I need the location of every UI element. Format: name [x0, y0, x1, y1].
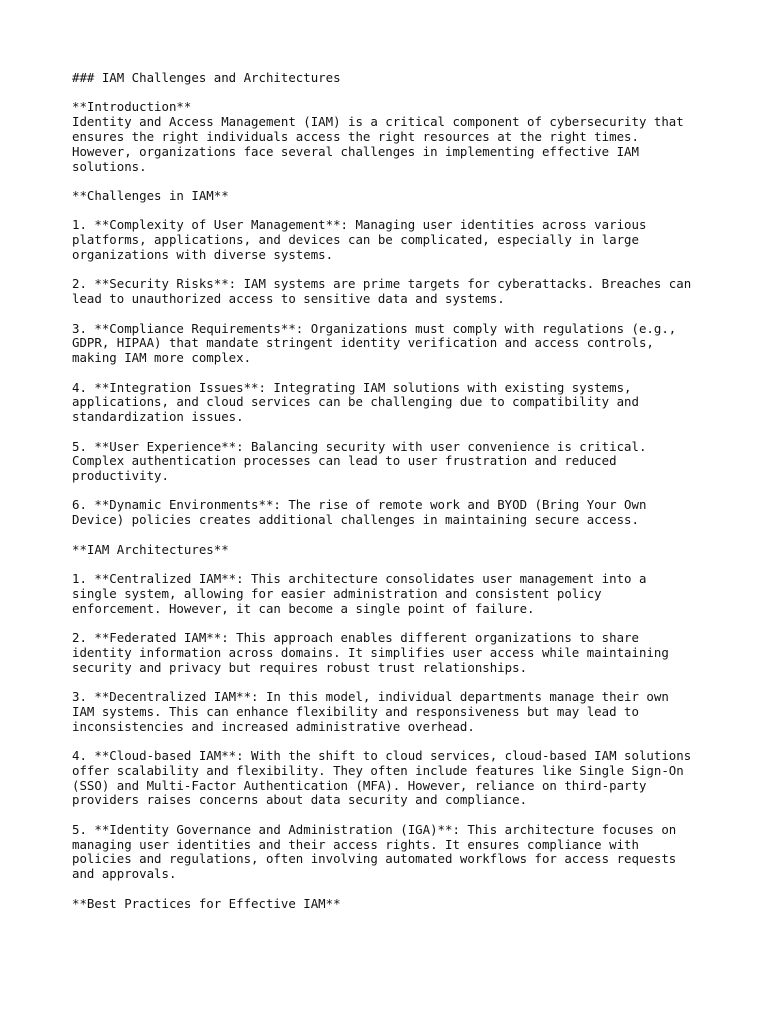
text-line: 3. **Decentralized IAM**: In this model, individual departments manage their own [72, 689, 669, 705]
paragraph-gap [72, 734, 712, 749]
text-line: 2. **Security Risks**: IAM systems are prime targets for cyberattacks. Breaches can [72, 276, 692, 292]
text-line: and approvals. [72, 866, 177, 882]
architectures-heading [72, 543, 712, 558]
text-line: identity information across domains. It simplifies user access while maintaining [72, 644, 669, 660]
text-line: **Best Practices for Effective IAM** [72, 895, 341, 911]
paragraph-gap [72, 675, 712, 690]
text-line: single system, allowing for easier administration and consistent policy [72, 585, 602, 601]
introduction-section [72, 100, 712, 174]
text-line: **Challenges in IAM** [72, 187, 229, 203]
paragraph-gap [72, 882, 712, 897]
text-line: applications, and cloud services can be challenging due to compatibility and [72, 394, 639, 410]
text-line: Identity and Access Management (IAM) is a critical component of cybersecurity that [72, 114, 684, 130]
text-line: enforcement. However, it can become a single point of failure. [72, 600, 535, 616]
text-line: offer scalability and flexibility. They often include features like Single Sign-On [72, 762, 684, 778]
text-line: 3. **Compliance Requirements**: Organizations must comply with regulations (e.g., [72, 320, 677, 336]
challenge-item-3 [72, 322, 712, 366]
text-line: GDPR, HIPAA) that mandate stringent identity verification and access controls, [72, 335, 654, 351]
text-line: 5. **User Experience**: Balancing security with user convenience is critical. [72, 438, 647, 454]
paragraph-gap [72, 484, 712, 499]
document-body [72, 71, 712, 911]
text-line: lead to unauthorized access to sensitive data and systems. [72, 291, 505, 307]
architecture-item-4 [72, 749, 712, 808]
paragraph-gap [72, 808, 712, 823]
best-practices-heading [72, 897, 712, 912]
text-line: inconsistencies and increased administrative overhead. [72, 718, 475, 734]
text-line: ### IAM Challenges and Architectures [72, 70, 341, 85]
text-line: standardization issues. [72, 409, 244, 425]
text-line: platforms, applications, and devices can be complicated, especially in large [72, 232, 639, 248]
text-line: 5. **Identity Governance and Administration (IGA)**: This architecture focuses on [72, 821, 677, 837]
architecture-item-2 [72, 631, 712, 675]
text-line: 2. **Federated IAM**: This approach enables different organizations to share [72, 630, 639, 646]
architecture-item-1 [72, 572, 712, 616]
paragraph-gap [72, 425, 712, 440]
challenge-item-4 [72, 381, 712, 425]
paragraph-gap [72, 204, 712, 219]
text-line: organizations with diverse systems. [72, 246, 334, 262]
text-line: Complex authentication processes can lead to user frustration and reduced [72, 453, 617, 469]
architecture-item-5 [72, 823, 712, 882]
text-line: policies and regulations, often involving automated workflows for access requests [72, 851, 677, 867]
text-line: **IAM Architectures** [72, 541, 229, 557]
paragraph-gap [72, 616, 712, 631]
paragraph-gap [72, 263, 712, 278]
document-heading [72, 71, 712, 86]
paragraph-gap [72, 307, 712, 322]
challenge-item-5 [72, 440, 712, 484]
text-line: 6. **Dynamic Environments**: The rise of remote work and BYOD (Bring Your Own [72, 497, 647, 513]
text-line: IAM systems. This can enhance flexibility and responsiveness but may lead to [72, 703, 639, 719]
challenge-item-6 [72, 498, 712, 528]
text-line: 4. **Cloud-based IAM**: With the shift to cloud services, cloud-based IAM solutions [72, 748, 692, 764]
challenges-heading [72, 189, 712, 204]
text-line: **Introduction** [72, 99, 192, 115]
text-line: (SSO) and Multi-Factor Authentication (MFA). However, reliance on third-party [72, 777, 647, 793]
text-line: Device) policies creates additional challenges in maintaining secure access. [72, 512, 639, 528]
text-line: productivity. [72, 468, 169, 484]
text-line: 1. **Complexity of User Management**: Managing user identities across various [72, 217, 647, 233]
text-line: security and privacy but requires robust trust relationships. [72, 659, 528, 675]
architecture-item-3 [72, 690, 712, 734]
challenge-item-2 [72, 277, 712, 307]
paragraph-gap [72, 528, 712, 543]
challenge-item-1 [72, 218, 712, 262]
text-line: managing user identities and their access rights. It ensures compliance with [72, 836, 639, 852]
text-line: ensures the right individuals access the right resources at the right times. [72, 128, 639, 144]
paragraph-gap [72, 366, 712, 381]
paragraph-gap [72, 557, 712, 572]
text-line: solutions. [72, 158, 147, 174]
text-line: providers raises concerns about data security and compliance. [72, 792, 528, 808]
paragraph-gap [72, 174, 712, 189]
text-line: 4. **Integration Issues**: Integrating IAM solutions with existing systems, [72, 379, 632, 395]
text-line: However, organizations face several challenges in implementing effective IAM [72, 143, 639, 159]
text-line: making IAM more complex. [72, 350, 252, 366]
paragraph-gap [72, 86, 712, 101]
text-line: 1. **Centralized IAM**: This architecture consolidates user management into a [72, 571, 647, 587]
